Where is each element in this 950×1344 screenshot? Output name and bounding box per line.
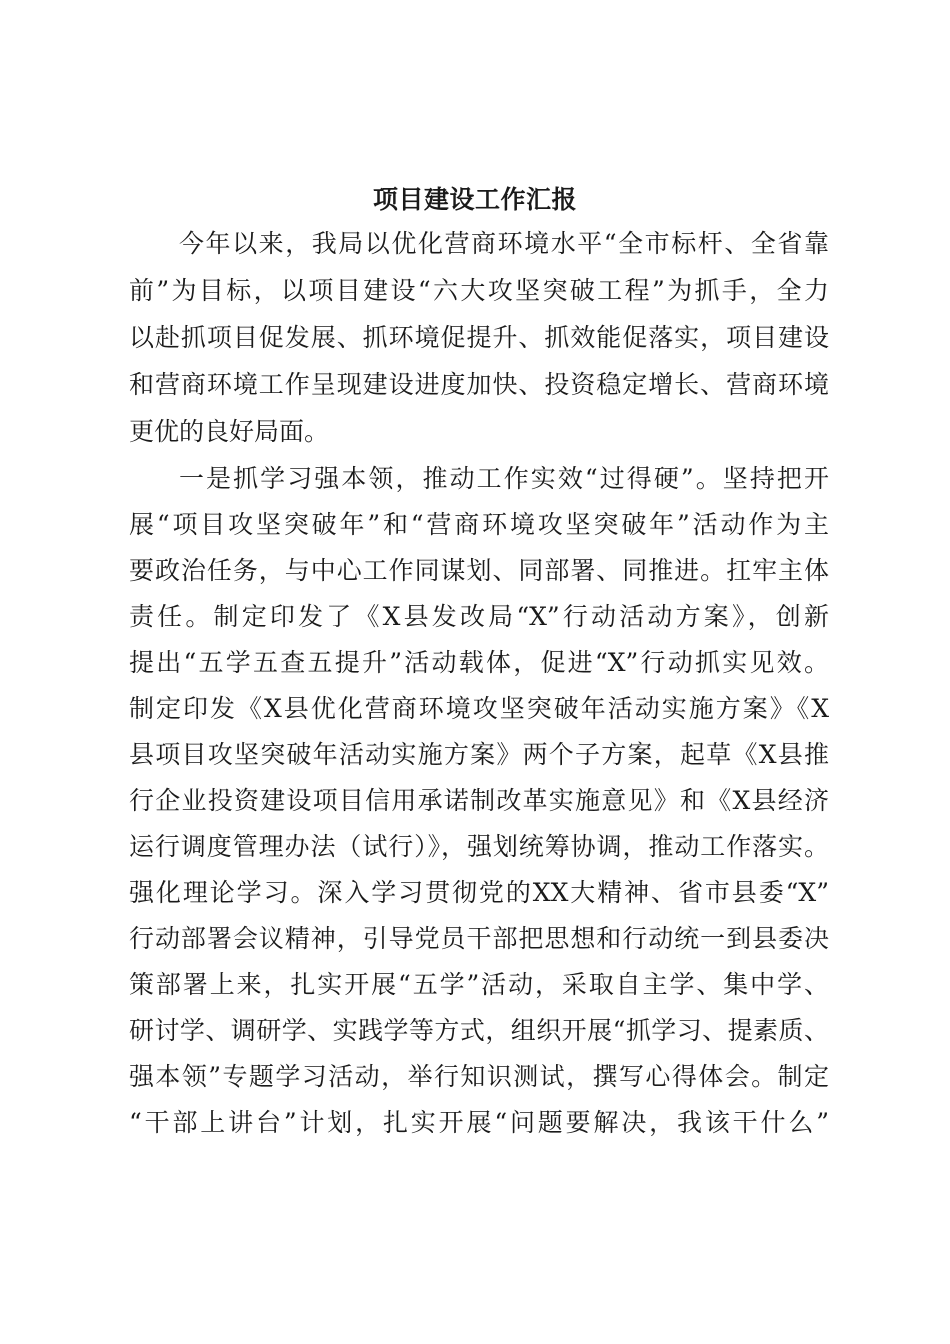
paragraph-line: 责任。制定印发了《X县发改局“X”行动活动方案》，创新 bbox=[129, 602, 829, 631]
document-title: 项目建设工作汇报 bbox=[372, 185, 577, 214]
paragraph-line: 今年以来，我局以优化营商环境水平“全市标杆、全省靠 bbox=[179, 229, 829, 258]
paragraph-line: 更优的良好局面。 bbox=[129, 417, 330, 446]
paragraph-line: “干部上讲台”计划，扎实开展“问题要解决，我该干什么” bbox=[129, 1108, 829, 1137]
paragraph-line: 制定印发《X县优化营商环境攻坚突破年活动实施方案》《X bbox=[129, 694, 829, 723]
paragraph-line: 策部署上来，扎实开展“五学”活动，采取自主学、集中学、 bbox=[129, 970, 829, 999]
paragraph-line: 要政治任务，与中心工作同谋划、同部署、同推进。扛牢主体 bbox=[129, 556, 829, 585]
paragraph-line: 强化理论学习。深入学习贯彻党的XX大精神、省市县委“X” bbox=[129, 878, 829, 907]
paragraph-line: 强本领”专题学习活动，举行知识测试，撰写心得体会。制定 bbox=[129, 1062, 829, 1091]
paragraph-line: 前”为目标，以项目建设“六大攻坚突破工程”为抓手，全力 bbox=[129, 276, 829, 305]
paragraph-line: 展“项目攻坚突破年”和“营商环境攻坚突破年”活动作为主 bbox=[129, 510, 829, 539]
paragraph-line: 运行调度管理办法（试行）》，强划统筹协调，推动工作落实。 bbox=[129, 832, 829, 861]
paragraph-line: 行动部署会议精神，引导党员干部把思想和行动统一到县委决 bbox=[129, 924, 829, 953]
paragraph-line: 研讨学、调研学、实践学等方式，组织开展“抓学习、提素质、 bbox=[129, 1016, 829, 1045]
paragraph-line: 县项目攻坚突破年活动实施方案》两个子方案，起草《X县推 bbox=[129, 740, 829, 769]
paragraph-line: 行企业投资建设项目信用承诺制改革实施意见》和《X县经济 bbox=[129, 786, 829, 815]
paragraph-line: 一是抓学习强本领，推动工作实效“过得硬”。坚持把开 bbox=[179, 464, 829, 493]
paragraph-line: 提出“五学五查五提升”活动载体，促进“X”行动抓实见效。 bbox=[129, 648, 829, 677]
paragraph-line: 以赴抓项目促发展、抓环境促提升、抓效能促落实，项目建设 bbox=[129, 323, 829, 352]
paragraph-line: 和营商环境工作呈现建设进度加快、投资稳定增长、营商环境 bbox=[129, 370, 829, 399]
